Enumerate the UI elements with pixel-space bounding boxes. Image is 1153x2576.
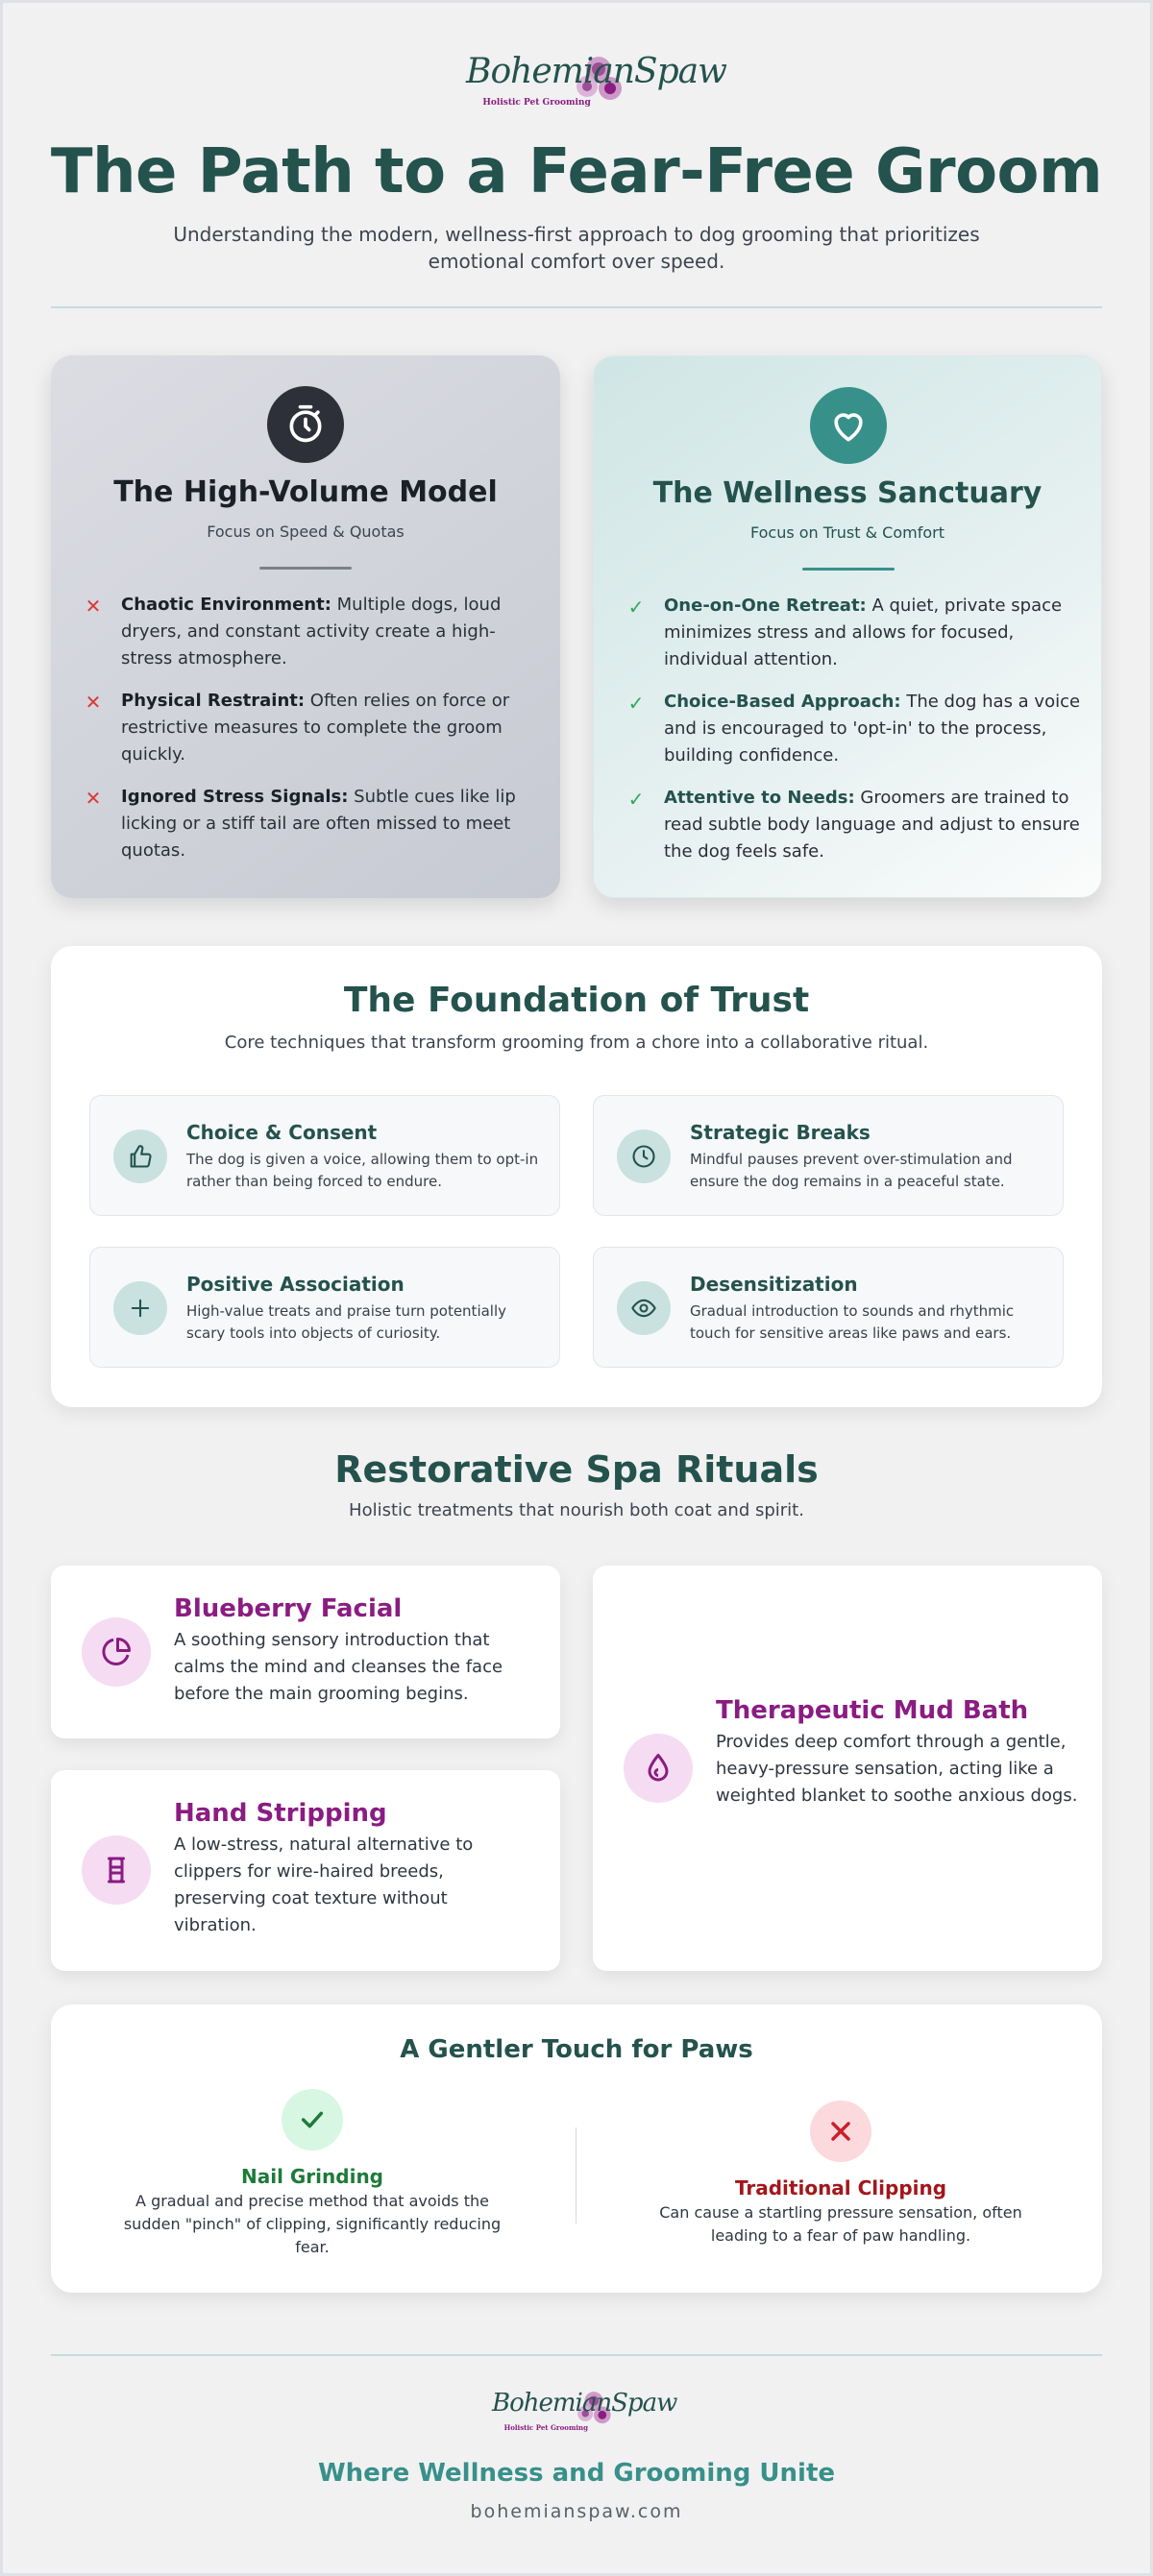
wellness-card	[593, 355, 1102, 898]
technique-title: Strategic Breaks	[690, 1121, 871, 1144]
technique-card-choice-consent	[89, 1095, 560, 1216]
ritual-name: Hand Stripping	[174, 1799, 387, 1828]
high-volume-title: The High-Volume Model	[113, 475, 498, 509]
traditional-clipping-name: Traditional Clipping	[734, 2176, 947, 2199]
ritual-description: Provides deep comfort through a gentle, heavy-pressure sensation, acting like a weighted blanket to soothe anxious dogs.	[716, 1732, 1078, 1806]
footer-brand-tagline: Holistic Pet Grooming	[503, 2423, 588, 2432]
item-label: Chaotic Environment:	[121, 595, 331, 615]
wellness-rule	[802, 568, 895, 571]
technique-title: Choice & Consent	[186, 1121, 378, 1144]
foundation-title: The Foundation of Trust	[343, 981, 810, 1020]
ritual-description: A low-stress, natural alternative to clippers for wire-haired breeds, preserving coat texture without vibration.	[174, 1835, 474, 1935]
high-volume-rule	[259, 567, 352, 570]
paws-section	[51, 2005, 1102, 2293]
foundation-section	[51, 946, 1102, 1407]
item-text: The dog has a voice and is encouraged to 'opt-in' to the process, building confidence.	[664, 692, 1081, 766]
item-label: Attentive to Needs:	[664, 788, 855, 808]
nail-grinding-name: Nail Grinding	[240, 2165, 383, 2188]
ritual-card-mud-bath	[593, 1566, 1102, 1971]
footer-divider	[51, 2354, 1102, 2356]
technique-card-desensitization	[593, 1247, 1064, 1368]
clock-icon	[617, 1130, 671, 1183]
item-text: A quiet, private space minimizes stress and allows for focused, individual attention.	[664, 595, 1063, 669]
item-label: Ignored Stress Signals:	[121, 787, 349, 807]
high-volume-subtitle: Focus on Speed & Quotas	[207, 522, 405, 541]
wellness-subtitle: Focus on Trust & Comfort	[749, 523, 944, 542]
brand-name: BohemianSpaw	[466, 52, 726, 91]
traditional-clipping-description: Can cause a startling pressure sensation, often leading to a fear of paw handling.	[659, 2203, 1022, 2245]
footer-brand-name: BohemianSpaw	[492, 2389, 677, 2418]
item-text: Often relies on force or restrictive measures to complete the groom quickly.	[121, 691, 510, 765]
technique-title: Desensitization	[690, 1273, 858, 1296]
ritual-name: Therapeutic Mud Bath	[716, 1696, 1029, 1725]
ritual-card-blueberry-facial	[51, 1566, 560, 1738]
check-icon: ✓	[627, 692, 645, 715]
brand-tagline: Holistic Pet Grooming	[482, 98, 591, 108]
cross-icon: ✕	[85, 595, 102, 618]
technique-card-positive-association	[89, 1247, 560, 1368]
technique-description: High-value treats and praise turn potentially scary tools into objects of curiosity.	[186, 1302, 507, 1342]
item-label: Physical Restraint:	[121, 691, 306, 711]
plus-icon	[113, 1281, 167, 1335]
paws-title: A Gentler Touch for Paws	[400, 2035, 753, 2064]
rituals-description: Holistic treatments that nourish both coat and spirit.	[349, 1500, 804, 1520]
header-divider	[51, 306, 1102, 308]
eye-icon	[617, 1281, 671, 1335]
technique-description: Mindful pauses prevent over-stimulation and ensure the dog remains in a peaceful state.	[690, 1151, 1013, 1190]
thumbs-up-icon	[113, 1130, 167, 1183]
technique-description: The dog is given a voice, allowing them to opt-in rather than being forced to endure.	[186, 1151, 539, 1190]
technique-card-strategic-breaks	[593, 1095, 1064, 1216]
nail-grinding-description: A gradual and precise method that avoids the sudden "pinch" of clipping, significantly reducing fear.	[123, 2192, 502, 2256]
stopwatch-icon	[267, 386, 344, 463]
item-text: Groomers are trained to read subtle body language and adjust to ensure the dog feels safe.	[664, 788, 1080, 862]
item-label: Choice-Based Approach:	[664, 692, 901, 712]
cross-icon: ✕	[85, 691, 102, 714]
brand-logo[interactable]	[466, 50, 726, 117]
ritual-name: Blueberry Facial	[174, 1594, 403, 1623]
footer-brand-logo[interactable]	[492, 2387, 677, 2439]
pie-chart-icon	[82, 1617, 151, 1687]
item-label: One-on-One Retreat:	[664, 595, 867, 616]
page-subtitle: Understanding the modern, wellness-first approach to dog grooming that prioritizes emotional comfort over speed.	[173, 223, 980, 273]
ritual-card-hand-stripping	[51, 1770, 560, 1971]
item-text: Subtle cues like lip licking or a stiff tail are often missed to meet quotas.	[121, 787, 516, 861]
x-icon	[810, 2101, 871, 2162]
heart-icon	[810, 387, 887, 464]
footer-website-link[interactable]: bohemianspaw.com	[470, 2501, 683, 2522]
item-text: Multiple dogs, loud dryers, and constant activity create a high-stress atmosphere.	[121, 595, 502, 668]
technique-description: Gradual introduction to sounds and rhythmic touch for sensitive areas like paws and ears.	[690, 1302, 1015, 1342]
rituals-title: Restorative Spa Rituals	[334, 1448, 819, 1491]
page-title: The Path to a Fear-Free Groom	[50, 136, 1103, 207]
ritual-description: A soothing sensory introduction that calms the mind and cleanses the face before the main grooming begins.	[174, 1630, 503, 1704]
check-icon: ✓	[627, 788, 645, 811]
check-icon	[282, 2089, 343, 2151]
spool-icon	[82, 1835, 151, 1905]
technique-title: Positive Association	[186, 1273, 405, 1296]
check-icon: ✓	[627, 595, 645, 619]
foundation-description: Core techniques that transform grooming from a chore into a collaborative ritual.	[224, 1033, 929, 1053]
water-drop-icon	[624, 1734, 693, 1803]
footer-tagline: Where Wellness and Grooming Unite	[317, 2459, 836, 2488]
high-volume-card	[51, 355, 560, 898]
wellness-title: The Wellness Sanctuary	[652, 476, 1043, 510]
cross-icon: ✕	[85, 787, 102, 810]
